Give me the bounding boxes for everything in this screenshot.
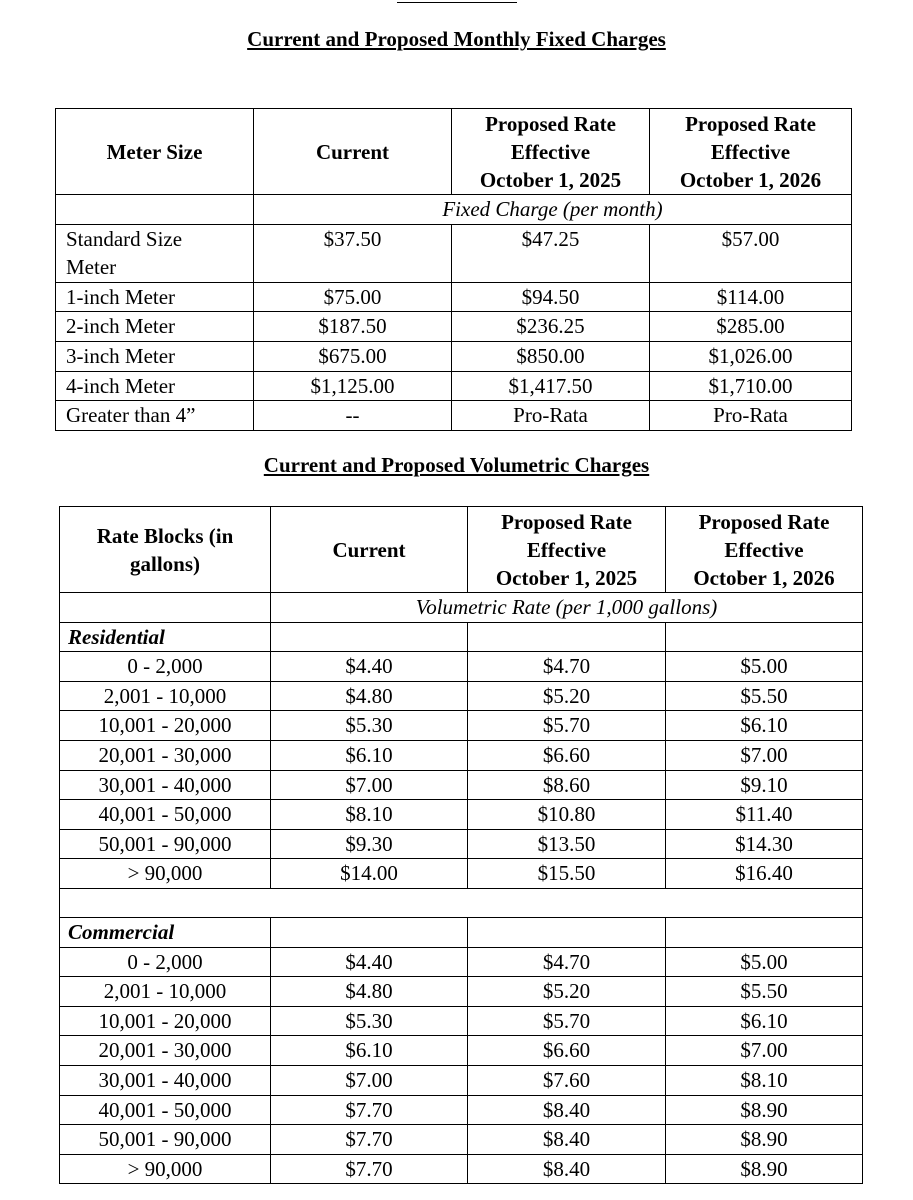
current-rate-cell: $37.50	[254, 224, 452, 282]
table-row	[56, 312, 852, 342]
proposed-2025-cell: $15.50	[468, 859, 666, 889]
rate-block-cell: 30,001 - 40,000	[60, 770, 271, 800]
current-rate-cell: $4.80	[271, 681, 468, 711]
meter-size-cell: 2-inch Meter	[56, 312, 254, 342]
proposed-2025-cell: $8.40	[468, 1154, 666, 1184]
table-row	[60, 1125, 863, 1155]
proposed-2026-cell: Pro-Rata	[650, 401, 852, 431]
proposed-2025-cell: $5.70	[468, 711, 666, 741]
proposed-2026-cell: $16.40	[666, 859, 863, 889]
current-rate-cell: $675.00	[254, 341, 452, 371]
current-rate-cell: $6.10	[271, 1036, 468, 1066]
header-line: Effective	[526, 537, 607, 562]
current-rate-cell: $5.30	[271, 711, 468, 741]
proposed-2026-cell: $9.10	[666, 770, 863, 800]
header-line: Rate Blocks (in	[96, 523, 234, 548]
volumetric-charges-heading: Current and Proposed Volumetric Charges	[263, 453, 650, 477]
proposed-2026-cell: $57.00	[650, 224, 852, 282]
proposed-2025-cell: $8.40	[468, 1125, 666, 1155]
proposed-2025-cell: $4.70	[468, 652, 666, 682]
table-row	[56, 371, 852, 401]
proposed-2026-cell: $5.00	[666, 947, 863, 977]
empty-cell	[666, 622, 863, 652]
current-rate-cell: $7.00	[271, 770, 468, 800]
proposed-2026-cell: $1,710.00	[650, 371, 852, 401]
rate-block-cell: 40,001 - 50,000	[60, 800, 271, 830]
proposed-2025-cell: $8.40	[468, 1095, 666, 1125]
current-rate-cell: $187.50	[254, 312, 452, 342]
current-rate-cell: $4.40	[271, 947, 468, 977]
current-rate-cell: $7.70	[271, 1125, 468, 1155]
spacer-cell	[60, 888, 863, 917]
proposed-2026-cell: $5.50	[666, 681, 863, 711]
proposed-2026-cell: $7.00	[666, 740, 863, 770]
header-line: Effective	[710, 139, 791, 164]
proposed-2026-cell: $8.90	[666, 1154, 863, 1184]
proposed-2026-cell: $7.00	[666, 1036, 863, 1066]
proposed-2025-cell: $1,417.50	[452, 371, 650, 401]
current-rate-cell: $6.10	[271, 740, 468, 770]
table-row	[60, 681, 863, 711]
current-rate-cell: $7.70	[271, 1095, 468, 1125]
header-line: October 1, 2026	[679, 167, 822, 192]
rate-block-cell: > 90,000	[60, 859, 271, 889]
header-line: Proposed Rate	[685, 111, 816, 136]
empty-cell	[271, 622, 468, 652]
rate-block-cell: > 90,000	[60, 1154, 271, 1184]
subheader-row	[60, 593, 863, 623]
header-line: October 1, 2025	[495, 565, 638, 590]
table-row	[60, 800, 863, 830]
header-line: Proposed Rate	[698, 509, 830, 534]
table-row	[60, 1154, 863, 1184]
section-row	[60, 917, 863, 947]
header-line: Effective	[724, 537, 804, 562]
rate-block-cell: 2,001 - 10,000	[60, 681, 271, 711]
current-rate-cell: $1,125.00	[254, 371, 452, 401]
proposed-2025-cell: $5.70	[468, 1006, 666, 1036]
proposed-2026-cell: $5.50	[666, 977, 863, 1007]
proposed-2026-cell: $8.90	[666, 1125, 863, 1155]
proposed-2026-cell: $11.40	[666, 800, 863, 830]
fixed-charges-table	[55, 108, 852, 431]
table-row	[60, 977, 863, 1007]
proposed-2025-cell: $7.60	[468, 1065, 666, 1095]
fixed-charges-heading: Current and Proposed Monthly Fixed Charges	[247, 27, 666, 51]
empty-cell	[666, 917, 863, 947]
table-row	[60, 1006, 863, 1036]
current-rate-cell: $5.30	[271, 1006, 468, 1036]
table-row	[56, 224, 852, 282]
proposed-2025-cell: $236.25	[452, 312, 650, 342]
rate-block-cell: 30,001 - 40,000	[60, 1065, 271, 1095]
empty-cell	[468, 622, 666, 652]
proposed-2026-cell: $6.10	[666, 711, 863, 741]
fixed-body	[56, 224, 852, 430]
table-row	[60, 829, 863, 859]
header-proposed-2026	[650, 109, 852, 195]
header-line: Proposed Rate	[485, 111, 616, 136]
header-row	[60, 507, 863, 593]
proposed-2026-cell: $14.30	[666, 829, 863, 859]
table-row	[60, 770, 863, 800]
meter-size-cell: 1-inch Meter	[56, 282, 254, 312]
volumetric-rate-subheader: Volumetric Rate (per 1,000 gallons)	[271, 593, 863, 623]
proposed-2025-cell: $5.20	[468, 681, 666, 711]
header-current: Current	[254, 109, 452, 195]
section-label: Residential	[60, 622, 271, 652]
table-row	[60, 652, 863, 682]
rate-block-cell: 0 - 2,000	[60, 652, 271, 682]
proposed-2025-cell: $94.50	[452, 282, 650, 312]
rate-block-cell: 20,001 - 30,000	[60, 1036, 271, 1066]
table-row	[60, 711, 863, 741]
fixed-charge-subheader: Fixed Charge (per month)	[254, 195, 852, 225]
header-line: Proposed Rate	[501, 509, 632, 534]
empty-cell	[271, 917, 468, 947]
header-current: Current	[271, 507, 468, 593]
proposed-2026-cell: $8.90	[666, 1095, 863, 1125]
meter-size-cell: Standard Size Meter	[56, 224, 254, 282]
proposed-2026-cell: $8.10	[666, 1065, 863, 1095]
section-label: Commercial	[60, 917, 271, 947]
current-rate-cell: $4.80	[271, 977, 468, 1007]
table-row	[56, 401, 852, 431]
table-row	[60, 740, 863, 770]
proposed-2025-cell: $8.60	[468, 770, 666, 800]
volumetric-charges-table	[59, 506, 863, 1184]
meter-size-cell: 4-inch Meter	[56, 371, 254, 401]
proposed-2026-cell: $5.00	[666, 652, 863, 682]
proposed-2025-cell: $5.20	[468, 977, 666, 1007]
table-row	[56, 341, 852, 371]
current-rate-cell: $7.70	[271, 1154, 468, 1184]
current-rate-cell: --	[254, 401, 452, 431]
empty-cell	[468, 917, 666, 947]
header-proposed-2025	[452, 109, 650, 195]
proposed-2026-cell: $114.00	[650, 282, 852, 312]
proposed-2025-cell: $47.25	[452, 224, 650, 282]
rate-block-cell: 10,001 - 20,000	[60, 1006, 271, 1036]
proposed-2025-cell: $850.00	[452, 341, 650, 371]
proposed-2025-cell: $10.80	[468, 800, 666, 830]
table-row	[60, 859, 863, 889]
proposed-2025-cell: $13.50	[468, 829, 666, 859]
table-row	[60, 947, 863, 977]
header-line: October 1, 2026	[693, 565, 835, 590]
current-rate-cell: $4.40	[271, 652, 468, 682]
proposed-2026-cell: $285.00	[650, 312, 852, 342]
rate-block-cell: 20,001 - 30,000	[60, 740, 271, 770]
meter-size-cell: Greater than 4”	[56, 401, 254, 431]
rate-block-cell: 2,001 - 10,000	[60, 977, 271, 1007]
proposed-2025-cell: $6.60	[468, 1036, 666, 1066]
header-line: gallons)	[129, 551, 200, 576]
proposed-2025-cell: $4.70	[468, 947, 666, 977]
rate-block-cell: 50,001 - 90,000	[60, 829, 271, 859]
header-line: Effective	[510, 139, 591, 164]
proposed-2026-cell: $1,026.00	[650, 341, 852, 371]
header-proposed-2026	[666, 507, 863, 593]
spacer-row	[60, 888, 863, 917]
header-proposed-2025	[468, 507, 666, 593]
proposed-2026-cell: $6.10	[666, 1006, 863, 1036]
rate-block-cell: 0 - 2,000	[60, 947, 271, 977]
current-rate-cell: $9.30	[271, 829, 468, 859]
top-rule	[397, 2, 517, 3]
rate-block-cell: 50,001 - 90,000	[60, 1125, 271, 1155]
header-meter-size: Meter Size	[56, 109, 254, 195]
meter-size-cell: 3-inch Meter	[56, 341, 254, 371]
table-row	[60, 1095, 863, 1125]
header-rate-blocks	[60, 507, 271, 593]
header-row	[56, 109, 852, 195]
table-row	[56, 282, 852, 312]
current-rate-cell: $8.10	[271, 800, 468, 830]
rate-block-cell: 10,001 - 20,000	[60, 711, 271, 741]
rate-block-cell: 40,001 - 50,000	[60, 1095, 271, 1125]
header-line: October 1, 2025	[479, 167, 622, 192]
current-rate-cell: $14.00	[271, 859, 468, 889]
empty-cell	[56, 195, 254, 225]
current-rate-cell: $7.00	[271, 1065, 468, 1095]
proposed-2025-cell: Pro-Rata	[452, 401, 650, 431]
current-rate-cell: $75.00	[254, 282, 452, 312]
proposed-2025-cell: $6.60	[468, 740, 666, 770]
subheader-row	[56, 195, 852, 225]
table-row	[60, 1036, 863, 1066]
section-row	[60, 622, 863, 652]
volumetric-body	[60, 622, 863, 1184]
empty-cell	[60, 593, 271, 623]
table-row	[60, 1065, 863, 1095]
